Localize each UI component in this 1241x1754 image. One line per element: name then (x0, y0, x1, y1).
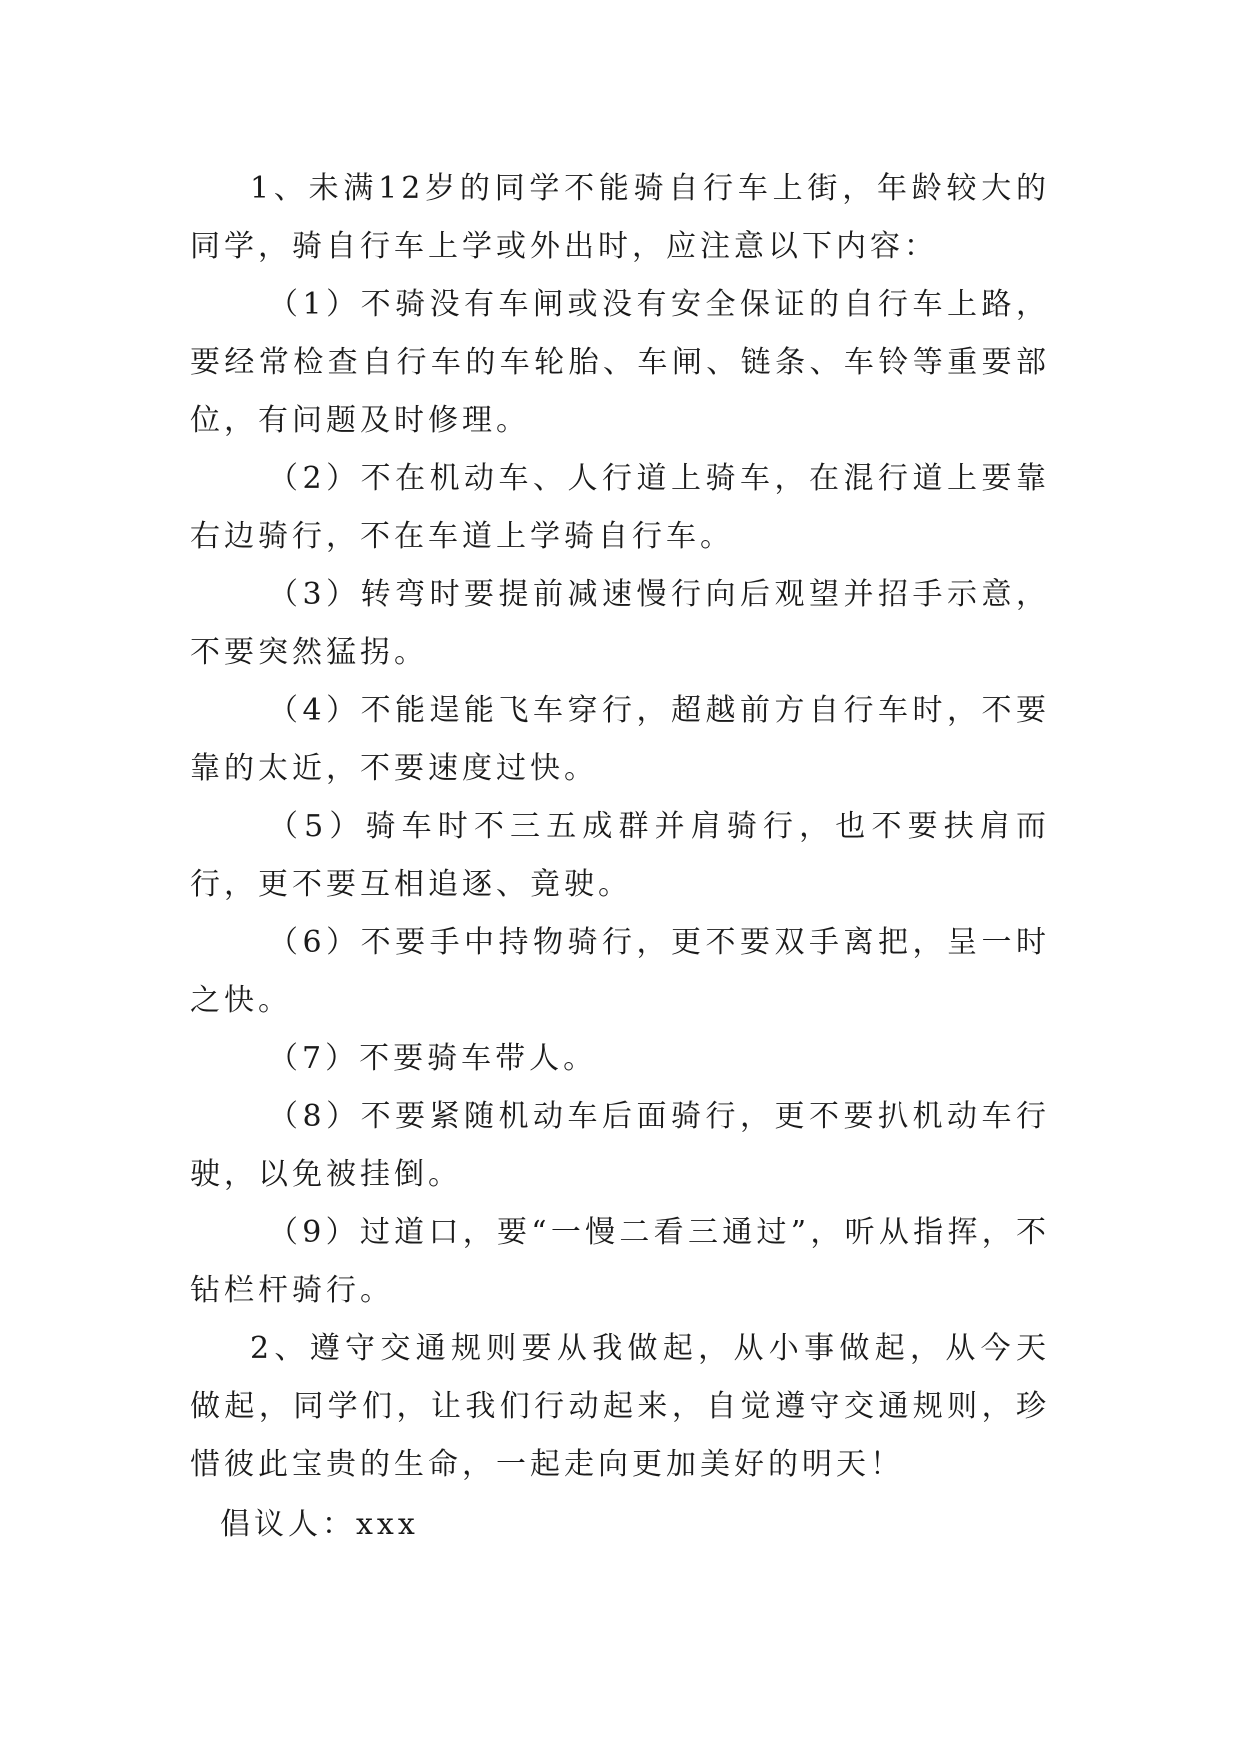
paragraph-item-4: （4）不能逞能飞车穿行，超越前方自行车时，不要靠的太近，不要速度过快。 (190, 693, 1050, 786)
paragraph-item-5: （5）骑车时不三五成群并肩骑行，也不要扶肩而行，更不要互相追逐、竟驶。 (190, 809, 1050, 902)
paragraph-item-2: （2）不在机动车、人行道上骑车，在混行道上要靠右边骑行，不在车道上学骑自行车。 (190, 461, 1050, 554)
paragraph-item-8: （8）不要紧随机动车后面骑行，更不要扒机动车行驶，以免被挂倒。 (190, 1099, 1050, 1192)
paragraph-intro: 1、未满12岁的同学不能骑自行车上街，年龄较大的同学，骑自行车上学或外出时，应注意以下内容： (190, 171, 1050, 264)
document-body (190, 160, 1050, 1554)
paragraph-item-6: （6）不要手中持物骑行，更不要双手离把，呈一时之快。 (190, 925, 1050, 1018)
paragraph-item-7: （7）不要骑车带人。 (268, 1041, 598, 1076)
paragraph-item-3: （3）转弯时要提前减速慢行向后观望并招手示意，不要突然猛拐。 (190, 577, 1050, 670)
paragraph-item-9: （9）过道口，要“一慢二看三通过”，听从指挥，不钻栏杆骑行。 (190, 1215, 1050, 1308)
paragraph-item-1: （1）不骑没有车闸或没有安全保证的自行车上路，要经常检查自行车的车轮胎、车闸、链条、车铃等重要部位，有问题及时修理。 (190, 287, 1050, 438)
paragraph-conclusion: 2、遵守交通规则要从我做起，从小事做起，从今天做起，同学们，让我们行动起来，自觉遵守交通规则，珍惜彼此宝贵的生命，一起走向更加美好的明天！ (190, 1331, 1050, 1482)
signature: 倡议人：xxx (220, 1507, 419, 1542)
